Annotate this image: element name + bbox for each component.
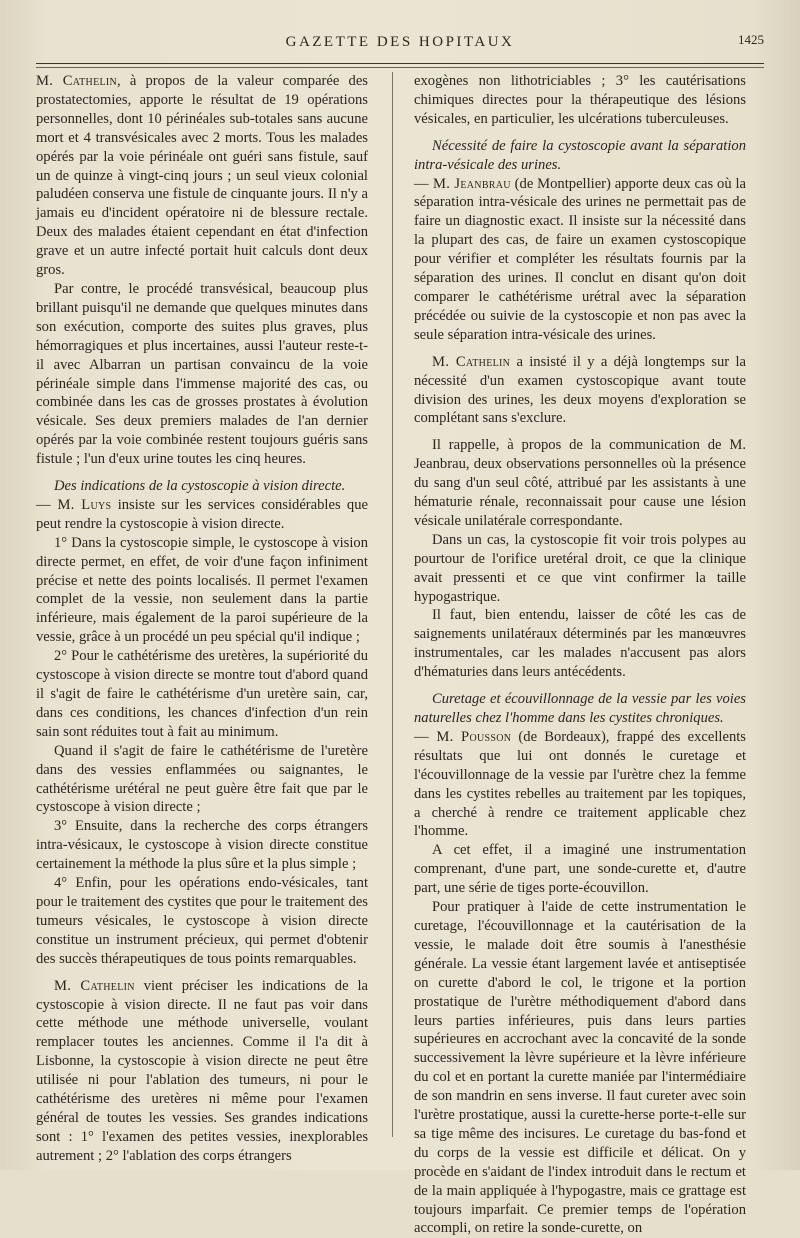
section-heading: [414, 137, 746, 175]
article-paragraph: [36, 534, 368, 647]
paragraph-text: Curetage et écouvillonnage de la vessie par les voies naturelles chez l'homme dans les cystites chroniques.: [414, 691, 746, 726]
speaker-name: — M. Pousson: [414, 728, 512, 745]
header-rule: [36, 63, 764, 64]
column-divider: [392, 72, 393, 1137]
speaker-name: — M. Luys: [36, 496, 112, 513]
paragraph-text: Nécessité de faire la cystoscopie avant la séparation intra-vésicale des urines.: [414, 137, 746, 173]
paragraph-text: a insisté il y a déjà longtemps sur la nécessité d'un examen cystoscopique avant toute division des urines, les deux moyens d'exploration se complétant sans s'exclure.: [414, 353, 746, 427]
header-rule-thin: [36, 67, 764, 68]
paragraph-text: , à propos de la valeur comparée des prostatectomies, apporte le résultat de 19 opérations personnelles, dont 10 périnéales sub-totales sans aucune mort et 4 transvésicales avec 2 morts. Tous les malades opérés par la voie périnéale ont guéri sans fistule, sauf un de quinze à vingt-cinq jours ; un seul vieux colonial paludéen conserva une fistule de cinquante jours. Il n'y a jamais eu d'incident opératoire ni de blessure rectale. Deux des malades étaient cependant en état d'infection grave et un autre infecté portait huit calculs dont deux gros.: [36, 73, 368, 279]
article-paragraph: [414, 436, 746, 531]
article-paragraph: [36, 496, 368, 534]
running-head: [0, 32, 800, 56]
paragraph-text: Il rappelle, à propos de la communication de M. Jeanbrau, deux observations personnelles où la présence du sang d'un seul côté, attribué par les assistants à une hématurie rénale, reconnaissait pour cause une lésion vésicale unilatérale correspondante.: [414, 437, 746, 529]
speaker-name: — M. Jeanbrau: [414, 175, 511, 192]
paragraph-text: Dans un cas, la cystoscopie fit voir trois polypes au pourtour de l'orifice uretéral droit, ce que la clinique avait pressenti et ce que vint confirmer la taille hypogastrique.: [414, 531, 746, 605]
paragraph-text: Il faut, bien entendu, laisser de côté les cas de saignements unilatéraux déterminés par les manœuvres instrumentales, car les malades n'accusent pas alors d'hématuries dans leurs antécédents.: [414, 607, 746, 681]
article-paragraph: [36, 742, 368, 818]
article-paragraph: [414, 531, 746, 607]
article-paragraph: [36, 280, 368, 469]
paragraph-text: vient préciser les indications de la cystoscopie à vision directe. Il ne faut pas voir dans cette méthode une méthode universelle, voulant remplacer toutes les anciennes. Comme il l'a dit à Lisbonne, la cystoscopie à vision directe ne peut être utilisée ni pour l'ablation des tumeurs, ni pour le cathétérisme des uretères ni même pour l'examen général de toutes les vessies. Ses grandes indications sont : 1° l'examen des petites vessies, inexplorables autrement ; 2° l'ablation des corps étrangers: [36, 977, 368, 1164]
article-paragraph: [414, 72, 746, 129]
speaker-name: M. Cathelin: [432, 353, 511, 370]
article-paragraph: [36, 817, 368, 874]
section-heading: [36, 477, 368, 496]
paragraph-text: 1° Dans la cystoscopie simple, le cystoscope à vision directe permet, en effet, de voir d'une façon infiniment précise et nette des points localisés. Il permet l'examen complet de la vessie, non seulement dans la partie inférieure, mais également de la paroi supérieure de la vessie, grâce à un procédé un peu spécial qu'il indique ;: [36, 534, 368, 646]
paragraph-text: 3° Ensuite, dans la recherche des corps étrangers intra-vésicaux, le cystoscope à vision directe constitue certainement la méthode la plus sûre et la plus simple ;: [36, 818, 368, 873]
article-paragraph: [36, 874, 368, 969]
speaker-name: M. Cathelin: [36, 73, 118, 89]
paragraph-text: 4° Enfin, pour les opérations endo-vésicales, tant pour le traitement des cystites que pour le traitement des tumeurs vésicales, le cystoscope à vision directe constitue un instrument précieux, qui permet d'obtenir des succès thérapeutiques de tous points remarquables.: [36, 875, 368, 967]
paragraph-text: (de Montpellier) apporte deux cas où la séparation intra-vésicale des urines ne permettait pas de faire un diagnostic exact. Il insiste sur la nécessité dans la plupart des cas, de faire un examen cystoscopique pour vérifier et compléter les résultats fournis par la séparation des urines. Il conclut en disant qu'on doit comparer le cathétérisme urétral avec la séparation précédée ou suivie de la cystoscopie et non pas avec la seule séparation intra-vésicale des urines.: [414, 175, 746, 343]
paragraph-text: Quand il s'agit de faire le cathétérisme de l'uretère dans des vessies enflammées ou saignantes, le cathétérisme urétéral ne peut guère être fait que par le cystoscope à vision directe ;: [36, 742, 368, 816]
page-number: 1425: [738, 32, 764, 47]
paragraph-text: insiste sur les services considérables que peut rendre la cystoscopie à vision directe.: [36, 496, 368, 532]
left-column: [36, 72, 368, 1164]
paragraph-text: Des indications de la cystoscopie à vision directe.: [54, 478, 346, 495]
article-paragraph: [414, 353, 746, 429]
article-paragraph: [414, 841, 746, 898]
article-paragraph: [36, 647, 368, 742]
section-heading: [414, 690, 746, 728]
paragraph-text: A cet effet, il a imaginé une instrumentation comprenant, d'une part, une sonde-curette et, d'autre part, une série de tiges porte-écouvillon.: [414, 842, 746, 897]
paragraph-text: 2° Pour le cathétérisme des uretères, la supériorité du cystoscope à vision directe se montre tout d'abord quand il s'agit de faire le cathétérisme d'un uretère sain, car, dans ces conditions, les chances d'infection d'un rein sain sont réduites tout à fait au minimum.: [36, 648, 368, 740]
article-paragraph: [36, 977, 368, 1166]
paragraph-text: Par contre, le procédé transvésical, beaucoup plus brillant puisqu'il ne demande que quelques minutes dans son exécution, comporte des suites plus graves, plus hémorragiques et plus incertaines, aussi l'auteur reste-t-il avec Albarran un partisan convaincu de la voie périnéale simple dans l'immense majorité des cas, ou combinée dans les cas de grosses prostates à évolution vésicale. Ses deux premiers malades de l'an dernier opérés par la voie combinée restent toujours guéris sans fistule ; l'un d'eux urine toutes les cinq heures.: [36, 280, 368, 468]
paragraph-text: (de Bordeaux), frappé des excellents résultats que lui ont donnés le curetage et l'écouvillonnage de la vessie par l'urètre chez la femme dans les cystites rebelles au traitement par les topiques, a cherché à rendre ce traitement applicable chez l'homme.: [414, 728, 746, 840]
article-paragraph: [414, 175, 746, 345]
article-paragraph: [414, 728, 746, 841]
article-paragraph: [414, 606, 746, 682]
paragraph-text: Pour pratiquer à l'aide de cette instrumentation le curetage, l'écouvillonnage et la cautérisation de la vessie, le malade doit être soumis à l'anesthésie générale. La vessie étant largement lavée et antiseptisée on curette d'abord le col, le trigone et la portion prostatique de l'urètre méthodiquement d'abord dans leurs parties inférieures, puis dans leurs parties supérieures en accrochant avec la concavité de la sonde successivement la lèvre supérieure et la lèvre inférieure du col et en portant la curette maniée par l'intermédiaire de son mandrin en sens inverse. Il faut cureter avec soin l'urètre prostatique, aussi la curette-herse porte-t-elle sur sa tige même des incisures. Le curetage du bas-fond et du corps de la vessie est difficile et délicat. On y procède en s'aidant de l'index introduit dans le rectum et de la main appliquée à l'hypogastre, mais ce grattage est toujours imparfait. Ce premier temps de l'opération accompli, on retire la sonde-curette, on: [414, 899, 746, 1237]
journal-title: GAZETTE DES HOPITAUX: [285, 34, 515, 50]
right-column: [414, 72, 746, 1237]
article-paragraph: [36, 72, 368, 280]
speaker-name: M. Cathelin: [54, 977, 135, 994]
paragraph-text: exogènes non lithotriciables ; 3° les cautérisations chimiques directes pour la thérapeutique des lésions vésicales, en particulier, les ulcérations tuberculeuses.: [414, 73, 746, 127]
article-paragraph: [414, 898, 746, 1238]
